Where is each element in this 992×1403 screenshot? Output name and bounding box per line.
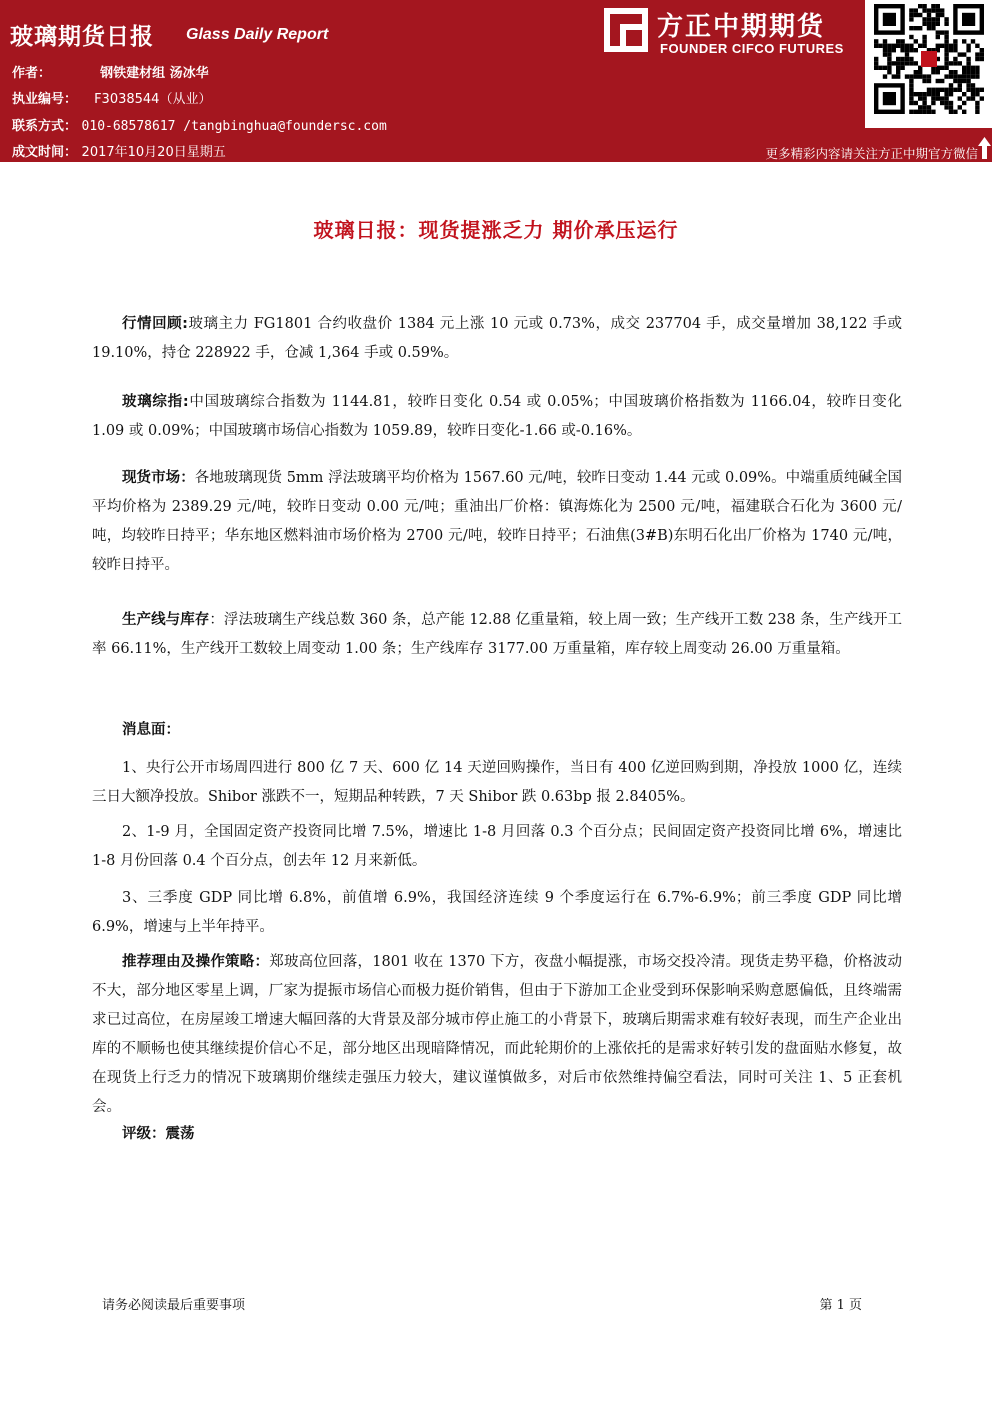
rating-paragraph — [92, 1120, 902, 1149]
contact-line — [12, 115, 387, 134]
contact-label: 联系方式： — [12, 119, 78, 134]
company-logo-en: FOUNDER CIFCO FUTURES — [660, 41, 844, 56]
author-line — [12, 62, 209, 81]
news-heading: 消息面： — [122, 722, 180, 738]
license-value: F3038544（从业） — [94, 92, 212, 107]
author-value: 钢铁建材组 汤冰华 — [100, 66, 209, 81]
footer-disclaimer-note: 请务必阅读最后重要事项 — [102, 1298, 246, 1313]
spot-market-paragraph — [92, 464, 902, 580]
production-inventory-paragraph — [92, 606, 902, 664]
follow-wechat-text: 更多精彩内容请关注方正中期官方微信 — [765, 146, 978, 161]
date-line — [12, 141, 226, 160]
date-value: 2017年10月20日星期五 — [81, 145, 226, 160]
strategy-paragraph — [92, 948, 902, 1122]
author-label: 作者： — [12, 66, 52, 81]
qr-code — [865, 0, 992, 128]
founder-logo-icon — [604, 8, 648, 52]
strategy-text: 郑玻高位回落，1801 收在 1370 下方，夜盘小幅提涨，市场交投冷清。现货走势平稳，价格波动不大，部分地区零星上调，厂家为提振市场信心而极力挺价销售，但由于下游加工企业受到环保影响采购意愿偏低，且终端需求已过高位，在房屋竣工增速大幅回落的大背景及部分城市停止施工的小背景下，玻璃后期需求难有较好表现，而生产企业出库的不顺畅也使其继续提价信心不足，部分地区出现暗降情况，而此轮期价的上涨依托的是需求好转引发的盘面贴水修复，故在现货上行乏力的情况下玻璃期价继续走强压力较大，建议谨慎做多，对后市依然维持偏空看法，同时可关注 1、5 正套机会。 — [92, 954, 902, 1115]
report-title-en: Glass Daily Report — [186, 26, 329, 43]
qr-code-icon — [874, 4, 984, 124]
news-item-3 — [92, 884, 902, 942]
market-review-heading: 行情回顾: — [122, 316, 188, 332]
production-inventory-heading: 生产线与库存 — [122, 612, 210, 628]
market-review-text: 玻璃主力 FG1801 合约收盘价 1384 元上涨 10 元或 0.73%，成交 237704 手，成交量增加 38,122 手或 19.10%，持仓 228922 手，仓减 1,364 手或 0.59%。 — [92, 316, 902, 361]
report-header — [0, 0, 992, 162]
news-item-1 — [92, 754, 902, 812]
glass-index-paragraph — [92, 388, 902, 446]
report-title: 玻璃期货日报 — [10, 24, 154, 50]
page-number: 第 1 页 — [819, 1298, 862, 1313]
rating-text: 评级：震荡 — [122, 1126, 195, 1142]
license-line — [12, 88, 211, 107]
news-heading-paragraph — [92, 716, 902, 745]
date-label: 成文时间： — [12, 145, 78, 160]
news-item-1-text: 1、央行公开市场周四进行 800 亿 7 天、600 亿 14 天逆回购操作，当日有 400 亿逆回购到期，净投放 1000 亿，连续三日大额净投放。Shibor 涨跌不一，短期品种转跌，7 天 Shibor 跌 0.63bp 报 2.8405%。 — [92, 760, 902, 805]
news-item-2 — [92, 818, 902, 876]
spot-market-text: 各地玻璃现货 5mm 浮法玻璃平均价格为 1567.60 元/吨，较昨日变动 1.44 元或 0.09%。中端重质纯碱全国平均价格为 2389.29 元/吨，较昨日变动 0.00 元/吨；重油出厂价格：镇海炼化为 2500 元/吨，福建联合石化为 3600 元/吨，均较昨日持平；华东地区燃料油市场价格为 2700 元/吨，较昨日持平；石油焦(3#B)东明石化出厂价格为 1740 元/吨，较昨日持平。 — [92, 470, 902, 573]
arrow-up-icon — [977, 136, 992, 160]
news-item-3-text: 3、三季度 GDP 同比增 6.8%，前值增 6.9%，我国经济连续 9 个季度运行在 6.7%-6.9%；前三季度 GDP 同比增 6.9%，增速与上半年持平。 — [92, 890, 902, 935]
document-title: 玻璃日报：现货提涨乏力 期价承压运行 — [313, 218, 679, 242]
production-inventory-text: ：浮法玻璃生产线总数 360 条，总产能 12.88 亿重量箱，较上周一致；生产线开工数 238 条，生产线开工率 66.11%，生产线开工数较上周变动 1.00 条；生产线库存 3177.00 万重量箱，库存较上周变动 26.00 万重量箱。 — [92, 612, 902, 657]
spot-market-heading: 现货市场： — [122, 470, 195, 486]
company-logo-text: 方正中期期货 — [657, 12, 826, 42]
news-item-2-text: 2、1-9 月，全国固定资产投资同比增 7.5%，增速比 1-8 月回落 0.3 个百分点；民间固定资产投资同比增 6%，增速比 1-8 月份回落 0.4 个百分点，创去年 12 月来新低。 — [92, 824, 902, 869]
license-label: 执业编号： — [12, 92, 78, 107]
glass-index-heading: 玻璃综指: — [122, 394, 189, 410]
market-review-paragraph — [92, 310, 902, 368]
contact-value: 010-68578617 /tangbinghua@foundersc.com — [81, 119, 387, 134]
glass-index-text: 中国玻璃综合指数为 1144.81，较昨日变化 0.54 或 0.05%；中国玻璃价格指数为 1166.04，较昨日变化 1.09 或 0.09%；中国玻璃市场信心指数为 1059.89，较昨日变化-1.66 或-0.16%。 — [92, 394, 902, 439]
strategy-heading: 推荐理由及操作策略： — [122, 954, 270, 970]
